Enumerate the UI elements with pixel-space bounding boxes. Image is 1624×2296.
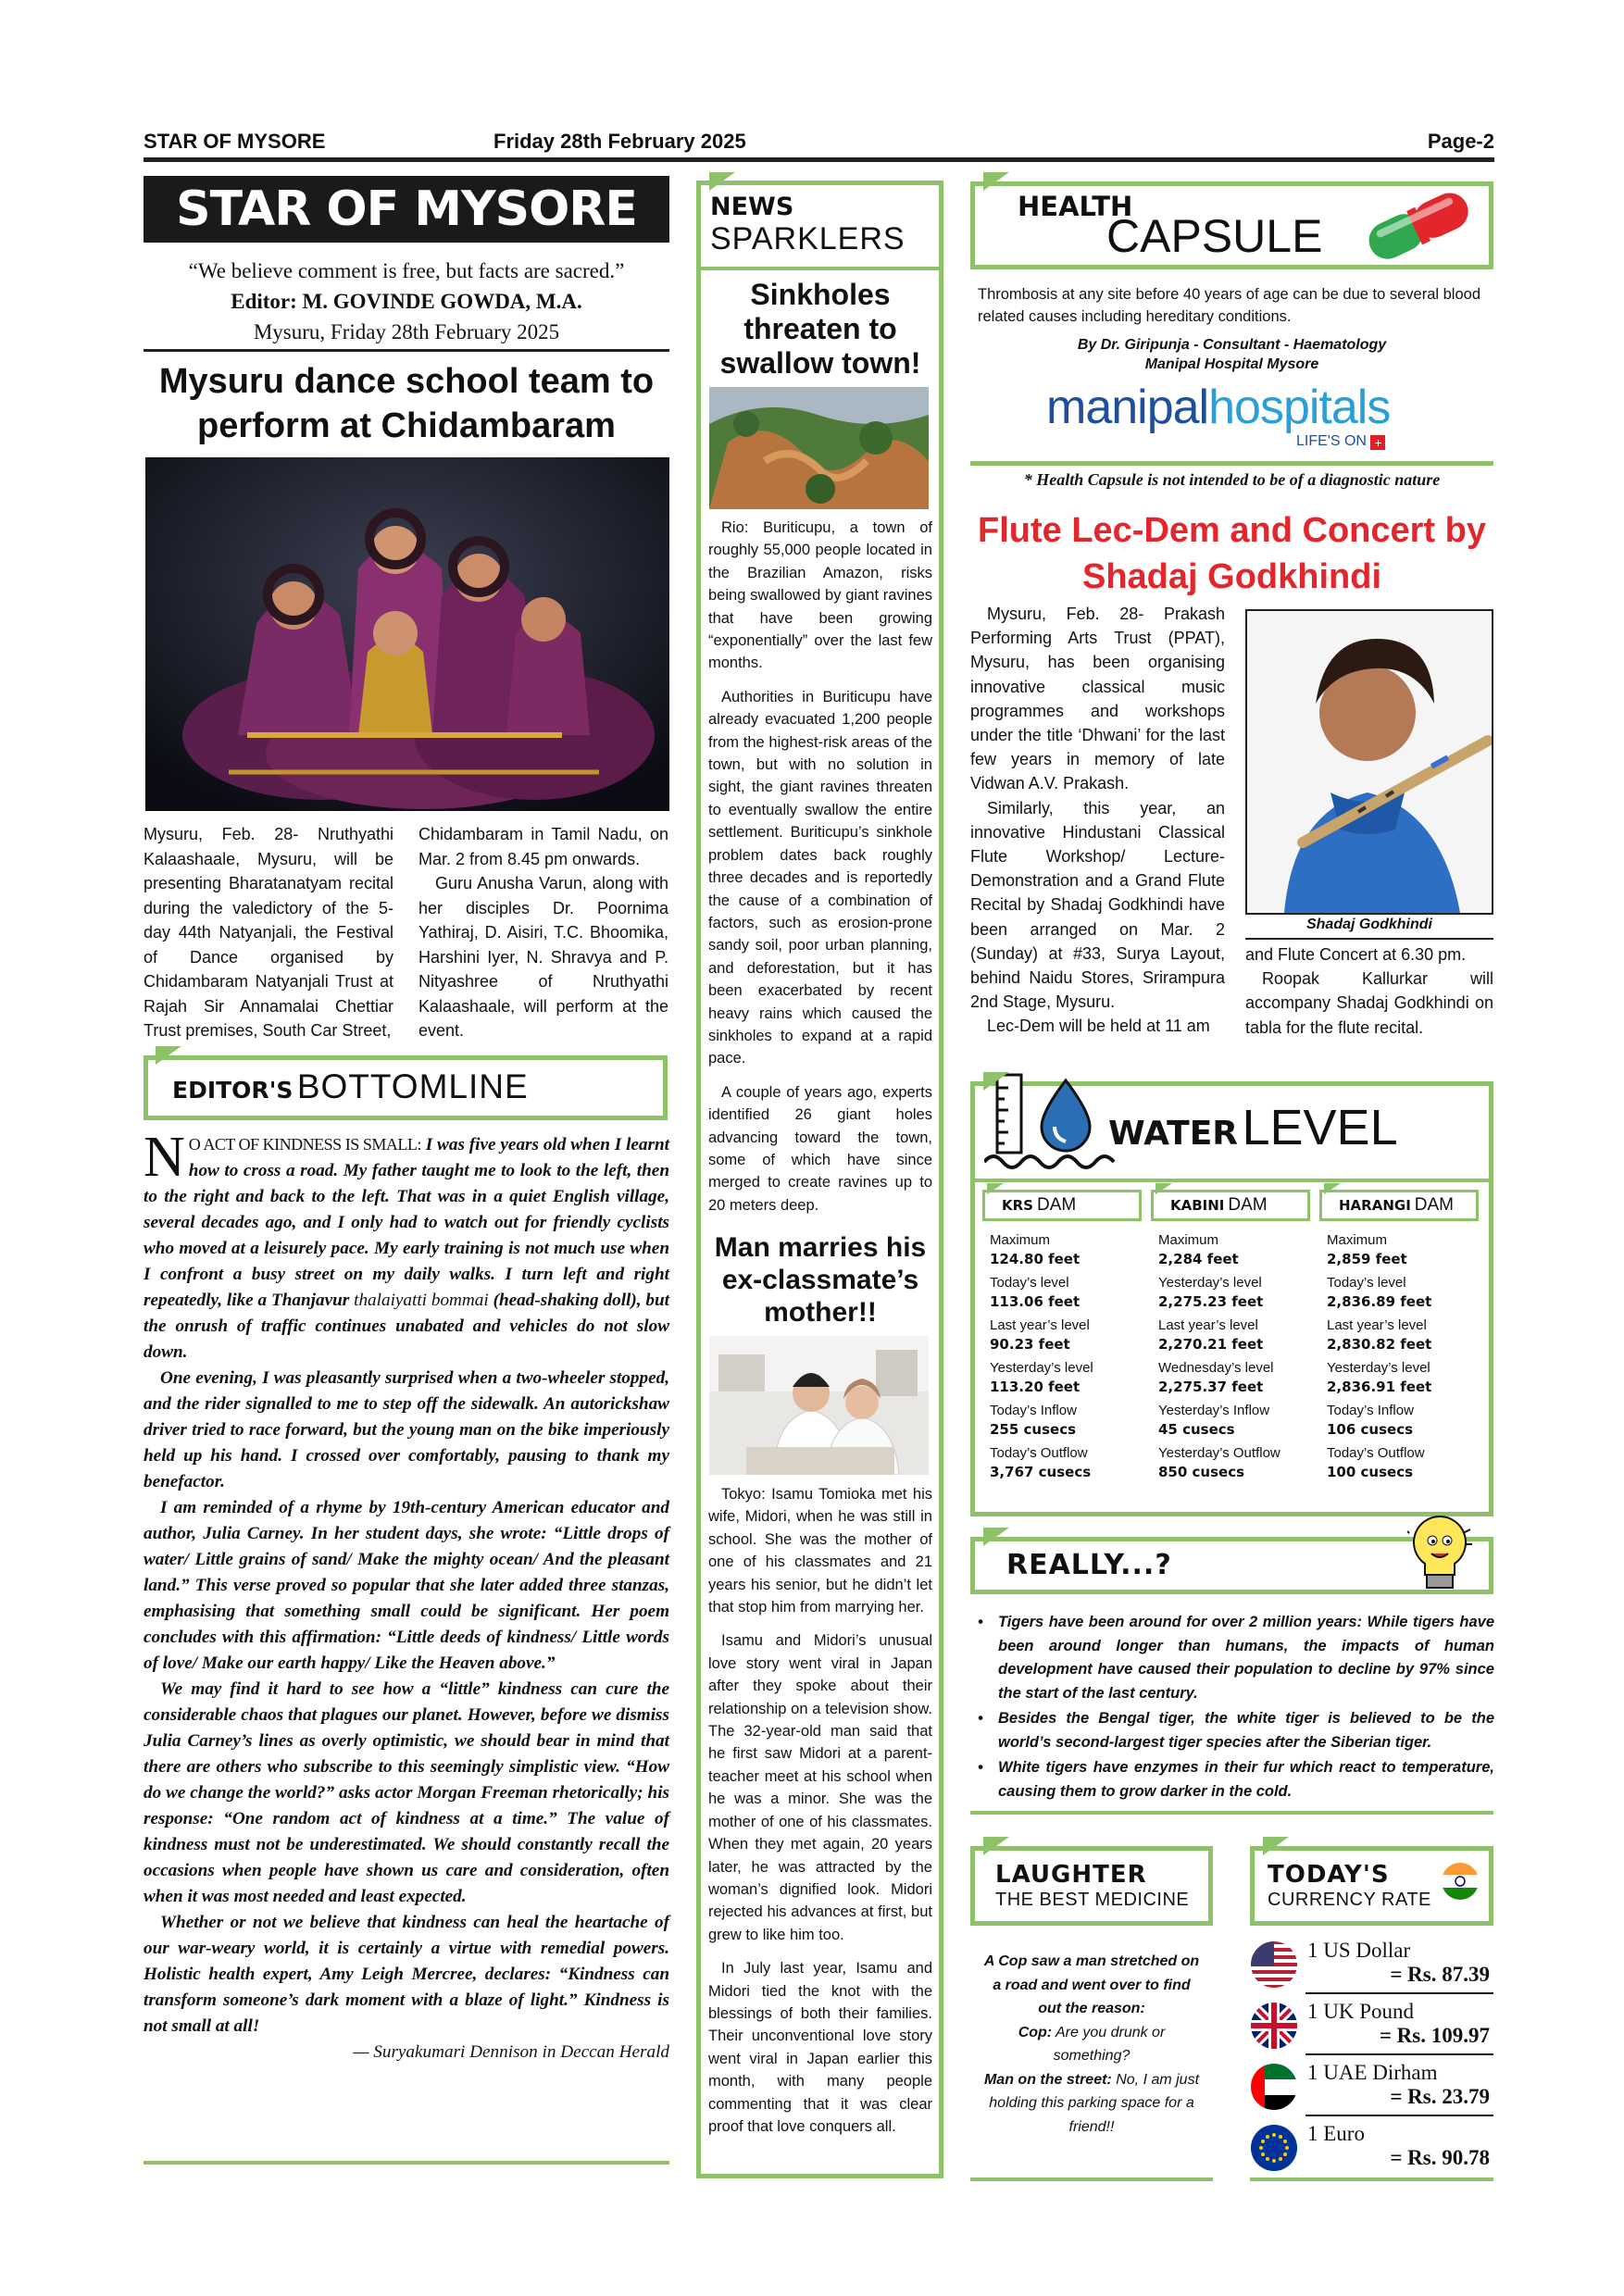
really-rule (970, 1811, 1493, 1815)
health-capsule-label-box (970, 181, 1493, 269)
label-light: SPARKLERS (710, 221, 906, 256)
plus-icon: + (1370, 435, 1385, 450)
laughter-label (995, 1862, 1189, 1912)
dam-row (982, 1401, 1142, 1440)
story-paragraph: Lec-Dem will be held at 11 am (987, 1017, 1210, 1036)
joke-setup: A Cop saw a man stretched on a road and went over to find out the reason: (983, 1953, 1200, 2016)
dam-row (1319, 1273, 1479, 1312)
eu-flag-icon (1250, 2124, 1298, 2172)
dam-metric-value: 2,270.21 feet (1158, 1336, 1264, 1353)
fold-corner-icon (1263, 1837, 1289, 1855)
caption-rule (1245, 938, 1493, 940)
dam-name: DAM (1414, 1195, 1455, 1215)
dam-row (1319, 1358, 1479, 1397)
dam-row (1151, 1316, 1310, 1354)
bottomline-label-box (144, 1055, 668, 1120)
flute-story-col1 (970, 602, 1225, 1039)
flutist-photo (1245, 609, 1493, 915)
dam-row (1319, 1316, 1479, 1354)
fold-corner-icon (1156, 1183, 1172, 1194)
fold-corner-icon (156, 1046, 181, 1065)
dam-metric-value: 113.20 feet (990, 1379, 1081, 1395)
dam-metric-value: 124.80 feet (990, 1251, 1081, 1267)
currency-row (1250, 2122, 1493, 2179)
dam-metric-label: Wednesday’s level (1158, 1360, 1274, 1376)
sinkhole-photo (709, 387, 929, 509)
uk-flag-icon (1250, 2002, 1298, 2050)
currency-divider (1305, 1992, 1493, 1994)
dam-metric-value: 45 cusecs (1158, 1421, 1235, 1438)
label-bold: EDITOR'S (172, 1077, 294, 1104)
health-tip: Thrombosis at any site before 40 years of age can be due to several blood related causes including hereditary conditions. (978, 286, 1480, 325)
currency-name: 1 UAE Dirham (1307, 2061, 1438, 2084)
tagline-text: LIFE'S ON (1296, 433, 1367, 449)
header-rule (144, 157, 1494, 162)
fact-item (978, 1756, 1494, 1803)
fact-item (978, 1707, 1494, 1754)
dam-metric-value: 100 cusecs (1327, 1464, 1414, 1480)
speaker-label: Cop: (1018, 2024, 1053, 2040)
dam-name-tab (1151, 1190, 1310, 1221)
dam-column (1319, 1190, 1479, 1482)
fold-corner-icon (709, 172, 735, 191)
lead-paragraph: Guru Anusha Varun, along with her disciples Dr. Poornima Yathiraj, D. Aisiri, T.C. Bhoomika, Harshini Iyer, N. Shravya and P. Nityashree of Nruthyathi Kalaashaale, will perform at the event. (418, 874, 668, 1040)
dam-row (1151, 1401, 1310, 1440)
story-paragraph: Similarly, this year, an innovative Hindustani Classical Flute Workshop/ Lecture-Demonstration and a Grand Flute Recital by Shadaj Godkhindi have been arranged on Mar. 2 (Sunday) at #33, Surya Layout, behind Naidu Stores, Srirampura 2nd Stage, Mysuru. (970, 798, 1225, 1012)
editor-line: Editor: M. GOVINDE GOWDA, M.A. (231, 290, 582, 313)
logo-part: hospitals (1208, 381, 1391, 434)
dam-metric-label: Today’s Outflow (990, 1445, 1088, 1461)
story-paragraph: A couple of years ago, experts identified 26 giant holes advancing toward the town, some of which have since merged to create ravines up to 20 meters deep. (708, 1083, 932, 1214)
editorial-text: thalaiyatti bommai (354, 1291, 489, 1310)
dam-metric-label: Yesterday’s Outflow (1158, 1445, 1280, 1461)
currency-value: = Rs. 109.97 (1379, 2024, 1490, 2047)
dam-row (1319, 1443, 1479, 1482)
dam-column (1151, 1190, 1310, 1482)
dam-name-bold: HARANGI (1339, 1197, 1411, 1214)
story-paragraph: Isamu and Midori’s unusual love story went viral in Japan after they spoke about their relationship on a television show. The 32-year-old man said that he first saw Midori at a parent-teacher meet at his school when he was a minor. She was the mother of one of his classmates. When they met again, 20 years later, he was attracted by the woman’s dignified look. Midori rejected his advances at first, but grew to like him too. (708, 1632, 932, 1943)
dam-row (1151, 1273, 1310, 1312)
dance-photo (145, 457, 669, 811)
lead-column-1: Mysuru, Feb. 28- Nruthyathi Kalaashaale, Mysuru, will be presenting Bharatanatyam recital during the valedictory of the 5-day 44th Natyanjali, the Festival of Dance organised by Chidambaram Natyanjali Trust at Rajah Sir Annamalai Chettiar Trust premises, South Car Street, (144, 825, 394, 1040)
label-light: LEVEL (1242, 1100, 1398, 1155)
story-paragraph: Roopak Kallurkar will accompany Shadaj Godkhindi on tabla for the flute recital. (1245, 969, 1493, 1037)
editorial-paragraph: I am reminded of a rhyme by 19th-century American educator and author, Julia Carney. In her student days, she wrote: “Little drops of water/ Little grains of sand/ Make the mighty ocean/ And the pleasant land.” This verse proved so popular that she later added three stanzas, emphasising that something small could be significant. Her poem concludes with this affirmation: “Little deeds of kindness/ Little words of love/ Make our earth happy/ Like the Heaven above.” (144, 1498, 669, 1673)
dam-metric-label: Today’s level (990, 1275, 1069, 1291)
story-paragraph: Rio: Buriticupu, a town of roughly 55,000 people located in the Brazilian Amazon, risks being swallowed by giant ravines that have been growing “exponentially” over the last few months. (708, 519, 932, 672)
dam-metric-value: 255 cusecs (990, 1421, 1077, 1438)
lead-column-2 (418, 822, 668, 1043)
dam-name-tab (982, 1190, 1142, 1221)
news-sparklers-panel (696, 181, 943, 2178)
editorial-byline: — Suryakumari Dennison in Deccan Herald (353, 2042, 669, 2062)
dam-row (982, 1316, 1142, 1354)
dateline: Mysuru, Friday 28th February 2025 (253, 320, 560, 343)
dam-row (982, 1273, 1142, 1312)
story-paragraph: Tokyo: Isamu Tomioka met his wife, Midori, when he was still in school. She was the mother of one of his classmates and 21 years his senior, but he didn’t let that stop him from marrying her. (708, 1486, 932, 1616)
masthead-logo: STAR OF MYSORE (144, 176, 669, 243)
lightbulb-icon (1407, 1513, 1472, 1606)
dam-table (982, 1190, 1487, 1504)
dam-metric-label: Yesterday’s level (1327, 1360, 1430, 1376)
dam-metric-value: 2,859 feet (1327, 1251, 1407, 1267)
dam-column (982, 1190, 1142, 1482)
paper-name: STAR OF MYSORE (144, 130, 326, 153)
editorial-paragraph (144, 1126, 670, 1366)
dam-metric-value: 2,275.23 feet (1158, 1293, 1264, 1310)
dam-row (982, 1230, 1142, 1269)
label-bold: LAUGHTER (995, 1861, 1147, 1889)
dam-row (982, 1443, 1142, 1482)
uae-flag-icon (1250, 2063, 1298, 2111)
dam-metric-value: 3,767 cusecs (990, 1464, 1092, 1480)
health-disclaimer: * Health Capsule is not intended to be of a diagnostic nature (1023, 470, 1441, 489)
dam-metric-label: Last year’s level (1158, 1317, 1258, 1333)
label-light: CURRENCY RATE (1268, 1890, 1431, 1910)
page-number: Page-2 (1427, 130, 1494, 153)
manipal-logo (1046, 380, 1390, 435)
story-paragraph: Mysuru, Feb. 28- Prakash Performing Arts Trust (PPAT), Mysuru, has been organising innovative classical music programmes and workshops under the title ‘Dhwani’ for the last few years in memory of late Vidwan A.V. Prakash. (970, 605, 1225, 793)
label-bold: TODAY'S (1268, 1861, 1390, 1889)
joke (980, 1950, 1204, 2139)
water-label (1108, 1099, 1398, 1156)
hospital-line: Manipal Hospital Mysore (1144, 356, 1319, 372)
editorial-paragraph: We may find it hard to see how a “little” kindness can cure the considerable chaos that plagues our planet. However, before we dismiss Julia Carney’s lines as overly optimistic, we should bear in mind that there are others who subscribe to this seemingly simplistic view. “How do we change the world?” asks actor Morgan Freeman rhetorically; his response: “One random act of kindness at a time.” The value of kindness must not be underestimated. We should constantly recall the occasions when people have shown us care and consideration, often when it was most needed and least expected. (144, 1679, 669, 1906)
editorial-text: (head-shaking doll), but the onrush of traffic continues unabated and vehicles do not slow down. (144, 1291, 670, 1362)
dam-metric-label: Today’s Inflow (990, 1403, 1077, 1418)
dam-metric-value: 90.23 feet (990, 1336, 1070, 1353)
sinkhole-headline: Sinkholes threaten to swallow town! (719, 278, 921, 380)
currency-label (1268, 1862, 1431, 1912)
dam-row (1151, 1230, 1310, 1269)
really-facts (978, 1611, 1494, 1803)
story-paragraph: Authorities in Buriticupu have already evacuated 1,200 people from the highest-risk areas of the town, but with no solution in sight, the giant ravines threaten to eventually swallow the entire settlement. Buriticupu’s sinkhole problem dates back roughly three decades and is reportedly the cause of a combination of factors, such as erosion-prone sandy soil, poor urban planning, and deforestation, but it has been exacerbated by recent heavy rains which caused the sinkholes to expand at a rapid pace. (708, 688, 932, 1067)
currency-row (1250, 2061, 1493, 2118)
dam-metric-label: Last year’s level (990, 1317, 1090, 1333)
couple-photo (709, 1336, 929, 1475)
label-light: THE BEST MEDICINE (995, 1890, 1190, 1910)
dam-metric-label: Maximum (1158, 1232, 1219, 1248)
issue-date: Friday 28th February 2025 (493, 130, 746, 153)
logo-part: manipal (1046, 381, 1209, 434)
dam-metric-value: 2,836.91 feet (1327, 1379, 1432, 1395)
water-rule (975, 1179, 1489, 1182)
really-label: REALLY...? (1006, 1549, 1172, 1581)
dam-metric-label: Yesterday’s level (990, 1360, 1093, 1376)
joke-line: No, I am just holding this parking space for a friend!! (989, 2071, 1200, 2135)
currency-value: = Rs. 87.39 (1390, 1963, 1490, 1986)
speaker-label: Man on the street: (983, 2071, 1112, 2088)
story-paragraph: In July last year, Isamu and Midori tied the knot with the blessings of both their families. Their unconventional love story went viral in Japan earlier this month, with many people commenting that it was clear proof that love conquers all. (708, 1960, 932, 2135)
joke-line: Are you drunk or something? (1053, 2024, 1166, 2064)
fold-corner-icon (983, 1528, 1009, 1546)
flute-story-col2 (1245, 942, 1493, 1040)
story-paragraph: and Flute Concert at 6.30 pm. (1245, 945, 1467, 964)
bottomline-label (172, 1067, 529, 1106)
currency-name: 1 Euro (1307, 2122, 1365, 2145)
column-end-rule (144, 2161, 669, 2165)
sparklers-label (710, 193, 906, 256)
fact-text: Besides the Bengal tiger, the white tiger is believed to be the world’s second-largest tiger species after the Siberian tiger. (998, 1710, 1494, 1751)
currency-list (1250, 1939, 1493, 2179)
dam-metric-value: 2,836.89 feet (1327, 1293, 1432, 1310)
dam-name-bold: KRS (1002, 1197, 1033, 1214)
lead-headline: Mysuru dance school team to perform at Chidambaram (158, 362, 655, 445)
water-level-panel (970, 1081, 1493, 1516)
marriage-story (708, 1483, 932, 2138)
label-bold: WATER (1108, 1115, 1239, 1153)
currency-label-box (1250, 1846, 1493, 1926)
dam-metric-label: Today’s Outflow (1327, 1445, 1425, 1461)
dam-name-bold: KABINI (1170, 1197, 1225, 1214)
photo-caption: Shadaj Godkhindi (1305, 917, 1432, 932)
health-author (970, 335, 1493, 374)
dam-metric-value: 850 cusecs (1158, 1464, 1245, 1480)
dam-metric-value: 106 cusecs (1327, 1421, 1414, 1438)
label-light: BOTTOMLINE (296, 1067, 529, 1105)
editorial-body (144, 1126, 670, 2065)
dam-metric-value: 2,284 feet (1158, 1251, 1239, 1267)
flute-headline: Flute Lec-Dem and Concert by Shadaj Godkhindi (978, 511, 1486, 596)
currency-row (1250, 1939, 1493, 1996)
label-rule (701, 267, 939, 270)
motto: “We believe comment is free, but facts are sacred.” (188, 259, 625, 282)
drop-cap: N (144, 1126, 185, 1189)
health-rule (970, 461, 1493, 466)
label-light: CAPSULE (1106, 210, 1323, 262)
dam-row (1319, 1401, 1479, 1440)
dam-metric-label: Maximum (990, 1232, 1051, 1248)
currency-row (1250, 2000, 1493, 2057)
currency-end-rule (1250, 2177, 1493, 2181)
dam-metric-label: Today’s level (1327, 1275, 1406, 1291)
editorial-paragraph: Whether or not we believe that kindness can heal the heartache of our war-weary world, it is certainly a virtue with remedial powers. Holistic health expert, Amy Leigh Mercree, declares: “Kindness can transform someone’s dark moment with a blaze of light.” Kindness is not small at all! (144, 1913, 669, 2036)
bullet-icon: • (978, 1710, 983, 1727)
manipal-tagline (1296, 433, 1385, 450)
marriage-headline: Man marries his ex-classmate’s mother!! (714, 1232, 927, 1328)
dam-name: DAM (1228, 1195, 1268, 1215)
editorial-paragraph: One evening, I was pleasantly surprised when a two-wheeler stopped, and the rider signalled to me to step off the sidewalk. An autorickshaw driver tried to race forward, but the young man on the bike imperiously held up his hand. I crossed over comfortably, pausing to thank my benefactor. (144, 1368, 669, 1491)
label-bold: NEWS (710, 193, 794, 221)
bullet-icon: • (978, 1759, 983, 1776)
dam-name-tab (1319, 1190, 1479, 1221)
lead-paragraph: Chidambaram in Tamil Nadu, on Mar. 2 from 8.45 pm onwards. (418, 825, 668, 868)
dam-metric-value: 2,830.82 feet (1327, 1336, 1432, 1353)
laughter-label-box (970, 1846, 1213, 1926)
us-flag-icon (1250, 1940, 1298, 1989)
capsule-icon (1357, 179, 1483, 272)
dam-name: DAM (1036, 1195, 1077, 1215)
currency-value: = Rs. 23.79 (1390, 2085, 1490, 2108)
dam-metric-label: Yesterday’s level (1158, 1275, 1262, 1291)
currency-name: 1 UK Pound (1307, 2000, 1415, 2023)
currency-name: 1 US Dollar (1307, 1939, 1411, 1962)
laughter-end-rule (970, 2177, 1213, 2181)
fold-corner-icon (987, 1183, 1004, 1194)
fold-corner-icon (983, 1072, 1009, 1091)
sinkhole-story (708, 517, 932, 1217)
dam-metric-value: 2,275.37 feet (1158, 1379, 1264, 1395)
dam-row (1151, 1443, 1310, 1482)
fold-corner-icon (983, 1837, 1009, 1855)
dam-metric-label: Yesterday’s Inflow (1158, 1403, 1270, 1418)
currency-divider (1305, 2115, 1493, 2116)
dam-metric-label: Today’s Inflow (1327, 1403, 1414, 1418)
editorial-text: I was five years old when I learnt how to cross a road. My father taught me to look to the left, then to the right and back to the left. That was in a quiet English village, several decades ago, and I only had to watch out for friendly cyclists who moved at a leisurely pace. My early training is not much use when I confront a busy street on my daily walks. I turn left and right repeatedly, like a Thanjavur (144, 1135, 669, 1310)
fact-text: White tigers have enzymes in their fur which react to temperature, causing them to grow darker in the cold. (998, 1759, 1494, 1800)
fact-text: Tigers have been around for over 2 million years: While tigers have been around longer than humans, the impacts of human development have caused their population to decline by 97% since the start of the last century. (998, 1614, 1494, 1702)
dam-row (1151, 1358, 1310, 1397)
masthead-block (144, 256, 669, 347)
dam-row (1319, 1230, 1479, 1269)
fold-corner-icon (1324, 1183, 1341, 1194)
dam-row (982, 1358, 1142, 1397)
currency-divider (1305, 2053, 1493, 2055)
health-label (1018, 191, 1323, 262)
dam-metric-value: 113.06 feet (990, 1293, 1081, 1310)
currency-value: = Rs. 90.78 (1390, 2146, 1490, 2169)
fact-item (978, 1611, 1494, 1705)
editorial-caps: O ACT OF KINDNESS IS SMALL: (188, 1135, 421, 1154)
dam-metric-label: Maximum (1327, 1232, 1388, 1248)
india-flag-icon (1441, 1862, 1480, 1905)
dam-metric-label: Last year’s level (1327, 1317, 1427, 1333)
masthead-rule (144, 349, 669, 352)
author-line: By Dr. Giripunja - Consultant - Haematology (1077, 337, 1387, 353)
bullet-icon: • (978, 1614, 983, 1630)
label-bold: HEALTH (1018, 191, 1133, 222)
fold-corner-icon (983, 172, 1009, 191)
